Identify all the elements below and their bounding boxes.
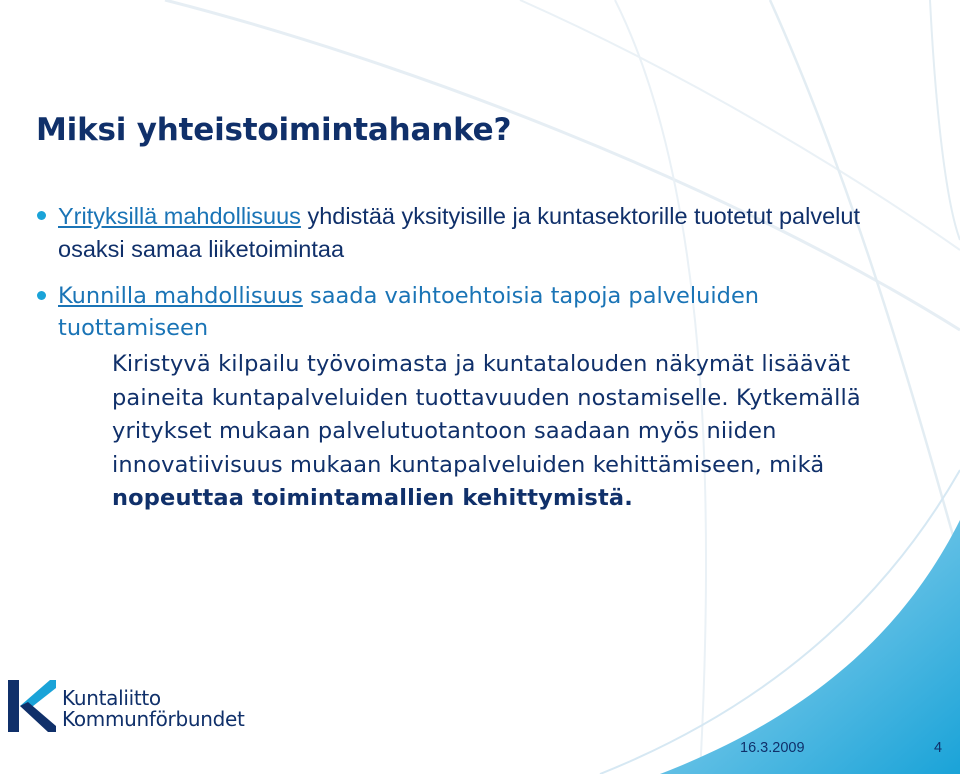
bullet-dot-icon [37,291,46,300]
sub-paragraph-text: Kiristyvä kilpailu työvoimasta ja kuntatalouden näkymät lisäävät paineita kuntapalveluiden tuottavuuden nostamiselle. Kytkemällä yritykset mukaan palvelutuotantoon saadaan myös niiden innovatiivisuus mukaan kuntapalveluiden kehittämiseen, mikä [112,351,861,478]
bullet-dot-icon [37,211,46,220]
logo-line-2: Kommunförbundet [62,707,245,731]
bullet-text: yhdistää yksityisille ja kuntasektorille tuotetut palvelut osaksi samaa liiketoimintaa [58,203,860,262]
bullet-list [36,200,916,358]
bullet-item [36,280,916,344]
kuntaliitto-logo-icon [8,676,58,736]
logo-line-1: Kuntaliitto [62,686,161,710]
slide-title: Miksi yhteistoimintahanke? [36,112,512,148]
bullet-link[interactable]: Yrityksillä mahdollisuus [58,203,301,229]
sub-paragraph [112,348,872,516]
kuntaliitto-logo [8,676,258,736]
page-number: 4 [934,740,943,756]
footer-date: 16.3.2009 [740,740,805,756]
sub-paragraph-bold-text: nopeuttaa toimintamallien kehittymistä. [112,485,633,512]
bullet-item [36,200,916,266]
bullet-link[interactable]: Kunnilla mahdollisuus [58,283,303,309]
bullet-text: saada vaihtoehtoisia tapoja palveluiden tuottamiseen [58,283,760,341]
